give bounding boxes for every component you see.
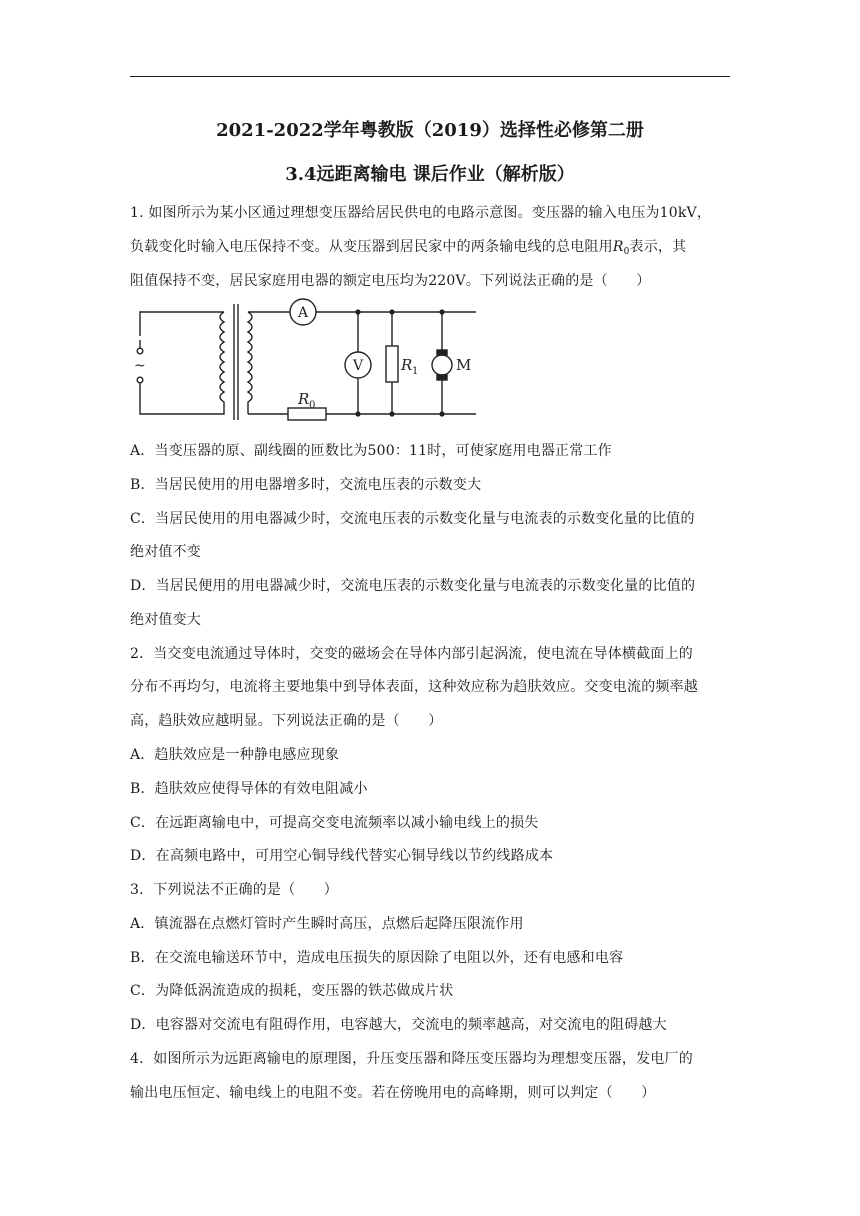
- ammeter-label: A: [297, 305, 309, 321]
- r1-subscript: 1: [412, 366, 419, 377]
- q1-circuit-diagram: [128, 296, 488, 424]
- q1-stem-line2: [130, 236, 730, 257]
- q4-stem-line1: 4．如图所示为远距离输电的原理图，升压变压器和降压变压器均为理想变压器，发电厂的: [130, 1051, 693, 1067]
- document-title: 2021-2022学年粤教版（2019）选择性必修第二册: [216, 120, 644, 141]
- q1-option-c-line1: C．当居民使用的用电器减少时，交流电压表的示数变化量与电流表的示数变化量的比值的: [130, 511, 695, 527]
- q3-option-a: A．镇流器在点燃灯管时产生瞬时高压，点燃后起降压限流作用: [130, 916, 524, 932]
- junction-dot: [355, 411, 360, 416]
- r0-label: R: [298, 390, 310, 408]
- q1-stem-line1: 1. 如图所示为某小区通过理想变压器给居民供电的电路示意图。变压器的输入电压为10kV，: [130, 205, 712, 221]
- q1-r0-subscript: 0: [623, 247, 630, 257]
- header-rule: [130, 76, 730, 77]
- q2-option-c: C．在远距离输电中，可提高交变电流频率以减小输电线上的损失: [130, 815, 539, 831]
- q2-stem-line3: 高，趋肤效应越明显。下列说法正确的是（ ）: [130, 713, 443, 729]
- primary-coil: [214, 312, 224, 414]
- q2-stem-line2: 分布不再均匀，电流将主要地集中到导体表面，这种效应称为趋肤效应。交变电流的频率越: [130, 679, 698, 695]
- junction-dot: [389, 309, 394, 314]
- document-subtitle: 3.4远距离输电 课后作业（解析版）: [285, 164, 575, 185]
- q1-stem-line3: 阻值保持不变，居民家庭用电器的额定电压均为220V。下列说法正确的是（ ）: [130, 273, 651, 289]
- secondary-coil: [248, 312, 252, 414]
- r0-resistor: [288, 408, 326, 420]
- q1-option-a: A．当变压器的原、副线圈的匝数比为500：11时，可使家庭用电器正常工作: [130, 443, 612, 459]
- q2-option-a: A．趋肤效应是一种静电感应现象: [130, 747, 340, 763]
- voltmeter-label: V: [352, 358, 364, 374]
- primary-top-wire: [140, 312, 214, 336]
- motor-label: M: [456, 356, 472, 374]
- q2-option-b: B．趋肤效应使得导体的有效电阻减小: [130, 781, 368, 797]
- q3-option-b: B．在交流电输送环节中，造成电压损失的原因除了电阻以外，还有电感和电容: [130, 950, 624, 966]
- primary-bottom-wire: [140, 380, 214, 414]
- q4-stem-line2: 输出电压恒定、输电线上的电阻不变。若在傍晚用电的高峰期，则可以判定（ ）: [130, 1085, 656, 1101]
- q1-option-d-line1: D．当居民便用的用电器减少时，交流电压表的示数变化量与电流表的示数变化量的比值的: [130, 578, 696, 594]
- motor-circle: [432, 355, 452, 375]
- q2-stem-line1: 2．当交变电流通过导体时，交变的磁场会在导体内部引起涡流，使电流在导体横截面上的: [130, 646, 693, 662]
- q3-stem: 3．下列说法不正确的是（ ）: [130, 882, 338, 898]
- q1-r0-symbol: R: [612, 239, 624, 255]
- r1-label: R: [401, 356, 413, 374]
- q1-stem-line2-pre: 负载变化时输入电压保持不变。从变压器到居民家中的两条输电线的总电阻用: [130, 239, 613, 255]
- q3-option-d: D．电容器对交流电有阻碍作用，电容越大，交流电的频率越高，对交流电的阻碍越大: [130, 1017, 667, 1033]
- r0-subscript: 0: [309, 400, 316, 411]
- source-terminal-bottom: [137, 377, 143, 383]
- q3-option-c: C．为降低涡流造成的损耗，变压器的铁芯做成片状: [130, 983, 454, 999]
- source-terminal-top: [137, 348, 143, 354]
- q1-stem-line2-post: 表示，其: [629, 239, 687, 255]
- junction-dot: [389, 411, 394, 416]
- ac-source-symbol: ~: [134, 358, 146, 374]
- q1-option-b: B．当居民使用的用电器增多时，交流电压表的示数变大: [130, 477, 482, 493]
- junction-dot: [439, 309, 444, 314]
- q1-option-c-line2: 绝对值不变: [130, 544, 201, 560]
- junction-dot: [439, 411, 444, 416]
- q1-option-d-line2: 绝对值变大: [130, 612, 201, 628]
- junction-dot: [355, 309, 360, 314]
- q2-option-d: D．在高频电路中，可用空心铜导线代替实心铜导线以节约线路成本: [130, 848, 554, 864]
- r1-resistor: [386, 346, 398, 382]
